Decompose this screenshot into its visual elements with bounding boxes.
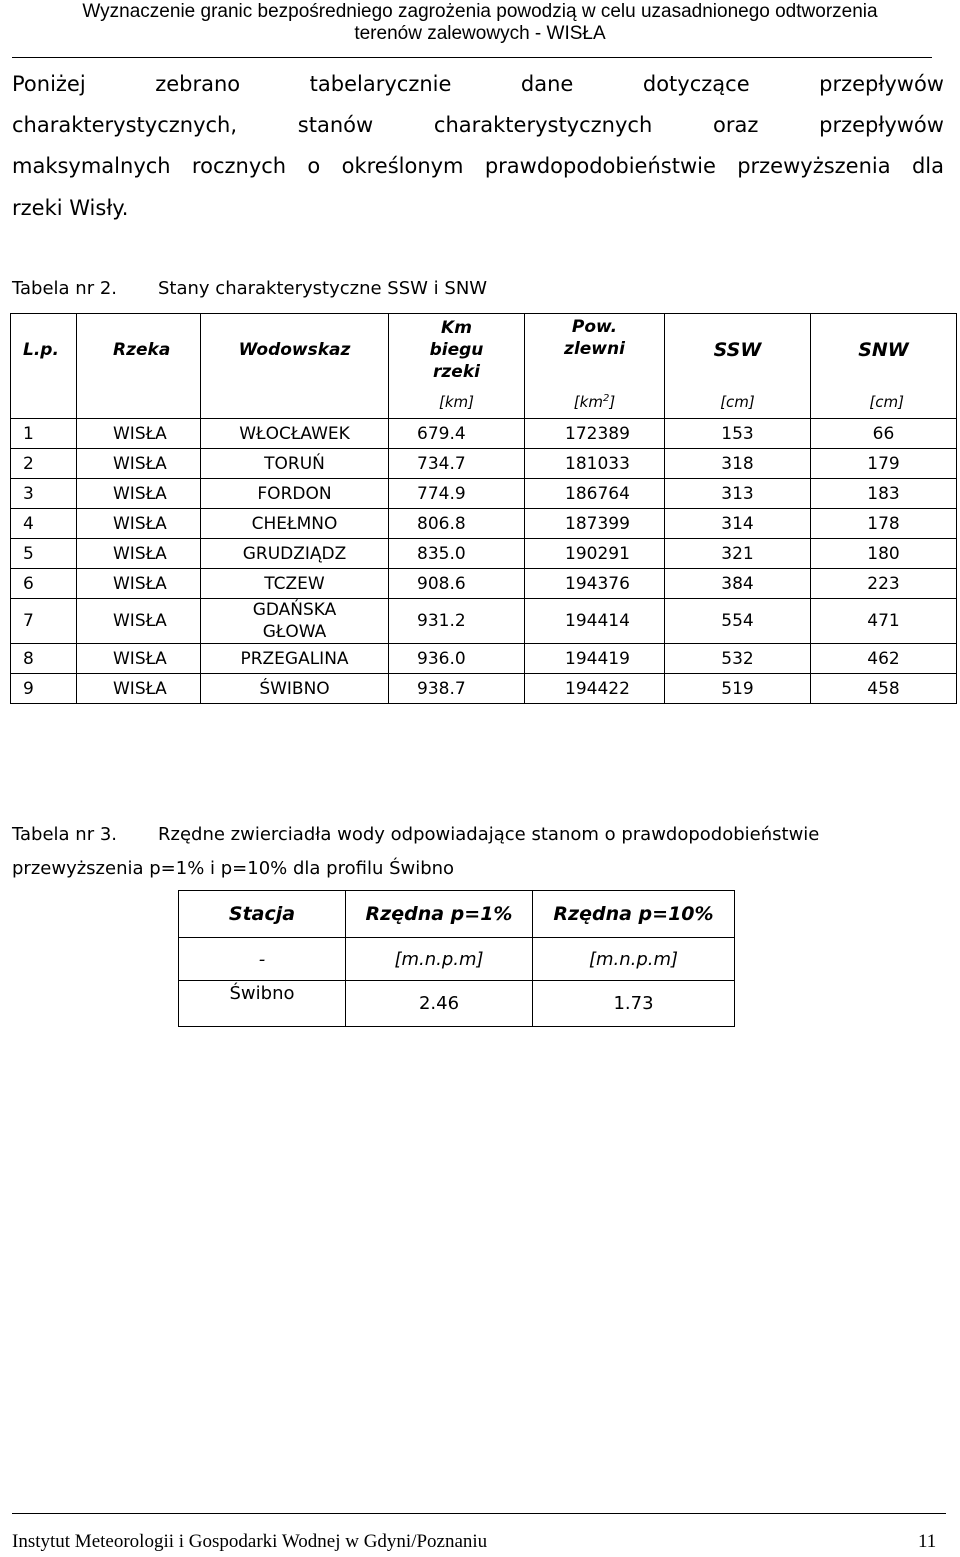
cell-rzeka: WISŁA — [77, 674, 201, 704]
cell-rzeka: WISŁA — [77, 449, 201, 479]
cell-snw: 223 — [811, 569, 957, 599]
cell-km: 679.4 — [389, 419, 525, 449]
intro-line-1 — [12, 72, 944, 96]
intro-word: rocznych — [191, 154, 287, 178]
cell-snw: 66 — [811, 419, 957, 449]
intro-word: dla — [911, 154, 944, 178]
cell-lp: 7 — [11, 599, 77, 644]
cell-snw: 180 — [811, 539, 957, 569]
header-pow-zlewni — [525, 314, 665, 387]
footer-divider — [12, 1513, 946, 1514]
table-row — [11, 674, 957, 704]
cell-rzeka: WISŁA — [77, 569, 201, 599]
table-row — [11, 644, 957, 674]
table3-caption-line-2: przewyższenia p=1% i p=10% dla profilu Świbno — [12, 858, 455, 879]
cell-pow-zlewni: 187399 — [525, 509, 665, 539]
cell-rzeka: WISŁA — [77, 479, 201, 509]
intro-word: stanów — [297, 113, 374, 137]
cell-wodowskaz-line: GŁOWA — [262, 622, 327, 642]
units-pow-superscript: 2 — [602, 393, 610, 404]
cell-ssw: 321 — [665, 539, 811, 569]
intro-word: dane — [520, 72, 574, 96]
units-stacja: - — [179, 938, 346, 981]
intro-word: maksymalnych — [12, 154, 171, 178]
cell-lp: 5 — [11, 539, 77, 569]
table-row — [11, 569, 957, 599]
table3-units-row — [179, 938, 735, 981]
intro-word: zebrano — [155, 72, 241, 96]
header-rzeka: Rzeka — [77, 314, 201, 387]
cell-ssw: 314 — [665, 509, 811, 539]
table-row — [11, 419, 957, 449]
table3-data-row — [179, 981, 735, 1027]
header-lp: L.p. — [11, 314, 77, 387]
header-km-line: rzeki — [433, 362, 480, 382]
intro-word: charakterystycznych, — [12, 113, 238, 137]
intro-line-3 — [12, 154, 944, 178]
cell-lp: 4 — [11, 509, 77, 539]
header-rzedna-p10: Rzędna p=10% — [533, 891, 735, 938]
cell-wodowskaz: GRUDZIĄDZ — [201, 539, 389, 569]
intro-word: przepływów — [819, 72, 944, 96]
cell-lp: 8 — [11, 644, 77, 674]
intro-word: Poniżej — [12, 72, 86, 96]
document-header-line-2: terenów zalewowych - WISŁA — [354, 23, 606, 44]
table3-caption-text: Rzędne zwierciadła wody odpowiadające stanom o prawdopodobieństwie — [158, 824, 820, 845]
intro-word: przepływów — [819, 113, 944, 137]
cell-km: 734.7 — [389, 449, 525, 479]
units-snw: [cm] — [811, 386, 957, 419]
cell-ssw: 519 — [665, 674, 811, 704]
cell-rzeka: WISŁA — [77, 419, 201, 449]
cell-km: 835.0 — [389, 539, 525, 569]
cell-km: 938.7 — [389, 674, 525, 704]
table2-header-row — [11, 314, 957, 387]
cell-km: 774.9 — [389, 479, 525, 509]
cell-snw: 471 — [811, 599, 957, 644]
table-row — [11, 599, 957, 644]
cell-pow-zlewni: 194422 — [525, 674, 665, 704]
units-wodowskaz — [201, 386, 389, 419]
table-row — [11, 449, 957, 479]
header-divider — [12, 57, 932, 58]
intro-word: charakterystycznych — [433, 113, 653, 137]
cell-pow-zlewni: 186764 — [525, 479, 665, 509]
footer-institute: Instytut Meteorologii i Gospodarki Wodnej w Gdyni/Poznaniu — [12, 1531, 488, 1552]
table-row — [11, 479, 957, 509]
header-ssw: SSW — [665, 314, 811, 387]
cell-ssw: 153 — [665, 419, 811, 449]
cell-pow-zlewni: 194414 — [525, 599, 665, 644]
intro-line-2 — [12, 113, 944, 137]
cell-snw: 462 — [811, 644, 957, 674]
cell-pow-zlewni: 194419 — [525, 644, 665, 674]
cell-wodowskaz: FORDON — [201, 479, 389, 509]
intro-word: dotyczące — [642, 72, 750, 96]
cell-lp: 2 — [11, 449, 77, 479]
units-pow-close: ] — [609, 393, 616, 411]
cell-stacja: Świbno — [179, 981, 346, 1027]
cell-rzeka: WISŁA — [77, 644, 201, 674]
cell-ssw: 384 — [665, 569, 811, 599]
intro-word: oraz — [713, 113, 759, 137]
cell-km: 936.0 — [389, 644, 525, 674]
cell-rzeka: WISŁA — [77, 539, 201, 569]
units-pow-text: [km — [573, 393, 603, 411]
header-km-line: biegu — [429, 340, 484, 360]
intro-word: określonym — [341, 154, 464, 178]
cell-rzeka: WISŁA — [77, 509, 201, 539]
units-p10: [m.n.p.m] — [533, 938, 735, 981]
table2-units-row — [11, 386, 957, 419]
cell-pow-zlewni: 194376 — [525, 569, 665, 599]
units-rzeka — [77, 386, 201, 419]
units-p1: [m.n.p.m] — [346, 938, 533, 981]
cell-snw: 179 — [811, 449, 957, 479]
cell-lp: 6 — [11, 569, 77, 599]
rzedne-zwierciadla-table — [178, 890, 735, 1027]
header-snw: SNW — [811, 314, 957, 387]
cell-pow-zlewni: 172389 — [525, 419, 665, 449]
cell-snw: 183 — [811, 479, 957, 509]
table-row — [11, 509, 957, 539]
cell-rzeka: WISŁA — [77, 599, 201, 644]
header-pow-line: Pow. — [571, 317, 618, 337]
table-row — [11, 539, 957, 569]
intro-word: prawdopodobieństwie — [484, 154, 716, 178]
header-km-biegu — [389, 314, 525, 387]
units-pow — [525, 386, 665, 419]
cell-km: 931.2 — [389, 599, 525, 644]
cell-ssw: 318 — [665, 449, 811, 479]
units-lp — [11, 386, 77, 419]
cell-km: 908.6 — [389, 569, 525, 599]
document-header-line-1: Wyznaczenie granic bezpośredniego zagrożenia powodzią w celu uzasadnionego odtworzenia — [82, 1, 878, 22]
table3-header-row — [179, 891, 735, 938]
cell-ssw: 532 — [665, 644, 811, 674]
cell-snw: 458 — [811, 674, 957, 704]
cell-wodowskaz: TORUŃ — [201, 449, 389, 479]
intro-line-4: rzeki Wisły. — [12, 196, 129, 220]
cell-wodowskaz-line: GDAŃSKA — [252, 600, 337, 620]
units-km: [km] — [389, 386, 525, 419]
cell-pow-zlewni: 181033 — [525, 449, 665, 479]
intro-word: tabelarycznie — [309, 72, 452, 96]
header-rzedna-p1: Rzędna p=1% — [346, 891, 533, 938]
cell-ssw: 313 — [665, 479, 811, 509]
header-km-line: Km — [441, 318, 472, 338]
cell-wodowskaz: ŚWIBNO — [201, 674, 389, 704]
stany-charakterystyczne-table — [10, 313, 957, 704]
cell-km: 806.8 — [389, 509, 525, 539]
cell-wodowskaz: WŁOCŁAWEK — [201, 419, 389, 449]
cell-snw: 178 — [811, 509, 957, 539]
cell-lp: 1 — [11, 419, 77, 449]
cell-lp: 3 — [11, 479, 77, 509]
header-wodowskaz: Wodowskaz — [201, 314, 389, 387]
cell-wodowskaz — [201, 599, 389, 644]
cell-wodowskaz: CHEŁMNO — [201, 509, 389, 539]
cell-p1: 2.46 — [346, 981, 533, 1027]
units-ssw: [cm] — [665, 386, 811, 419]
header-pow-line: zlewni — [564, 339, 625, 359]
table3-caption-label: Tabela nr 3. — [12, 824, 118, 845]
cell-lp: 9 — [11, 674, 77, 704]
cell-wodowskaz: TCZEW — [201, 569, 389, 599]
header-stacja: Stacja — [179, 891, 346, 938]
intro-word: przewyższenia — [737, 154, 891, 178]
cell-wodowskaz: PRZEGALINA — [201, 644, 389, 674]
cell-pow-zlewni: 190291 — [525, 539, 665, 569]
table2-caption-label: Tabela nr 2. — [12, 278, 118, 299]
cell-p10: 1.73 — [533, 981, 735, 1027]
intro-paragraph — [12, 72, 944, 252]
cell-ssw: 554 — [665, 599, 811, 644]
footer-page-number: 11 — [918, 1531, 937, 1552]
intro-word: o — [307, 154, 321, 178]
table2-caption-text: Stany charakterystyczne SSW i SNW — [158, 278, 488, 299]
